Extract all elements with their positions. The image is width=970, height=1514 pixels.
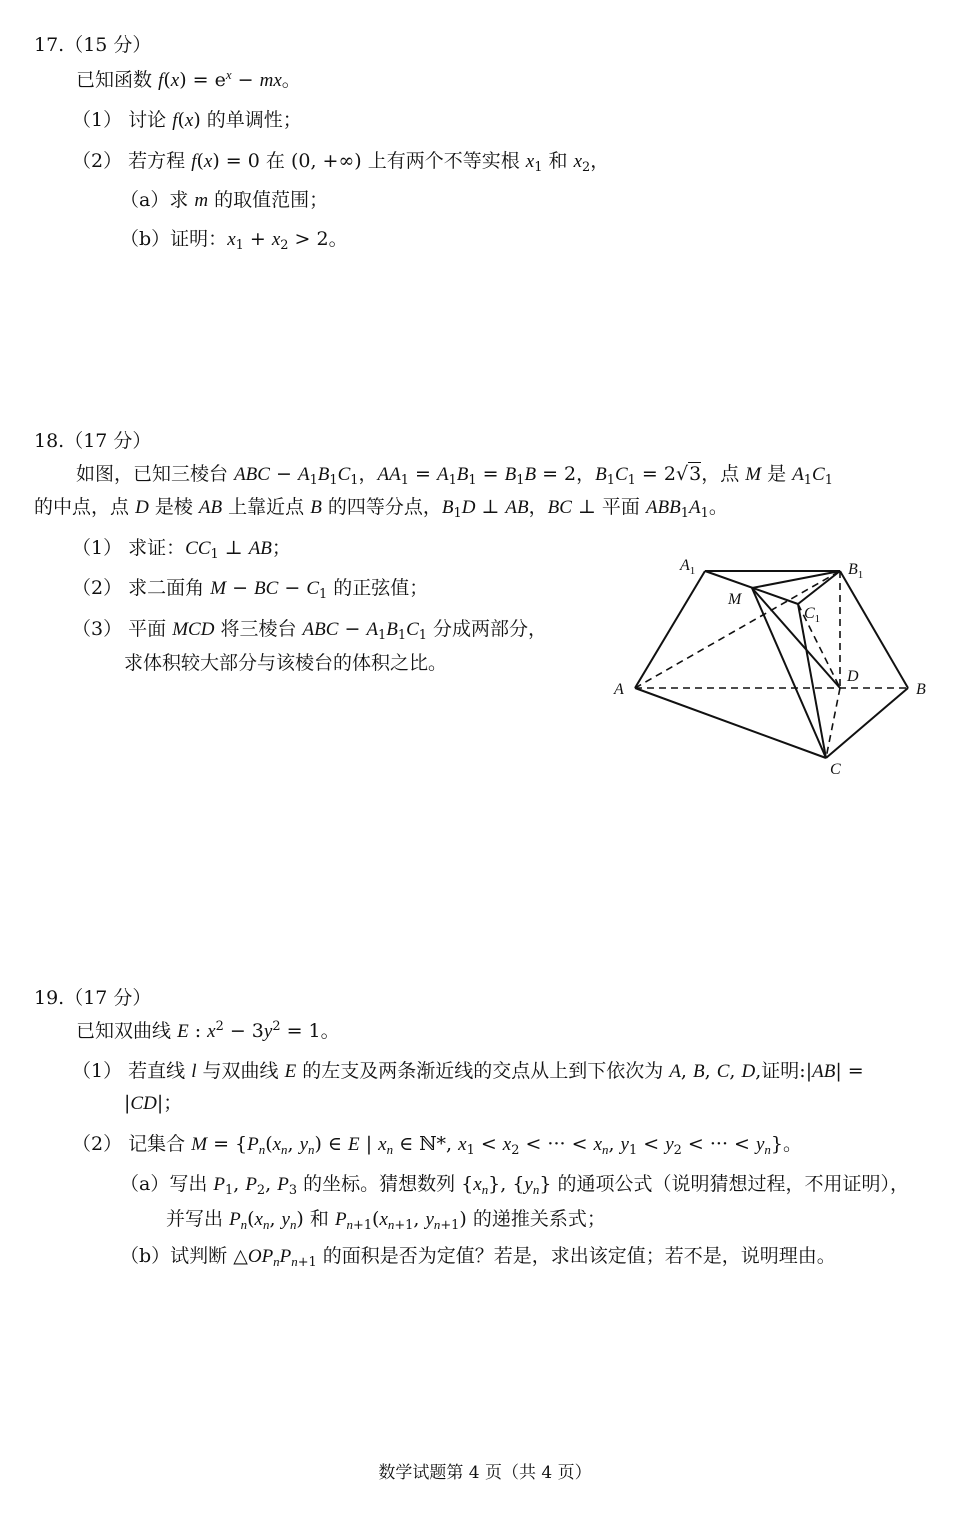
edge-A-C — [635, 688, 826, 758]
q18-stem-line1: 如图，已知三棱台 ABC − $A_1B_1C_1$，$AA_1 = A_1B_1 = B_1B = 2$，$B_1C_1 = 2√3$，点 M 是 $A_1C_1$ — [76, 463, 833, 488]
q18-part2: （2） 求二面角 M − BC − $C_1$ 的正弦值； — [72, 577, 429, 602]
q17-part2: （2） 若方程 f(x) = 0 在 (0, +∞) 上有两个不等实根 $x_1$ 和 $x_2$， — [72, 150, 610, 175]
q17-stem: 已知函数 $f(x) = e^x$ − mx。 — [76, 66, 301, 91]
q19-part2: （2） 记集合 $M = \{P_n(x_n$, $y_n$) ∈ E | $x_n$ ∈ ℕ*, $x_1 < x_2$ < ··· < $x_n$, $y_1 < y_2$ < ··· < $y_n$}。 — [72, 1133, 802, 1158]
q19-stem: 已知双曲线 E : $x^2 - 3y^2 = 1$。 — [76, 1018, 340, 1042]
q18-header: 18.（17 分） — [34, 430, 152, 452]
line-M-B1 — [752, 571, 840, 588]
q18-stem-line2: 的中点，点 D 是棱 AB 上靠近点 B 的四等分点，$B_1D$ ⊥ AB，BC ⊥ 平面 $ABB_1A_1$。 — [34, 496, 728, 521]
label-M: M — [728, 591, 742, 608]
label-B1: $B_1$ — [848, 561, 864, 581]
edge-B-C — [826, 688, 908, 758]
q18-part3: （3） 平面 MCD 将三棱台 ABC − $A_1B_1C_1$ 分成两部分， — [72, 618, 548, 643]
frustum-figure — [600, 548, 940, 788]
q17-part1: （1） 讨论 f(x) 的单调性； — [72, 109, 302, 131]
q19-part2a: （a）写出 $P_1$, $P_2$, $P_3$ 的坐标。猜想数列 $\{x_n\}$, $\{y_n\}$ 的通项公式（说明猜想过程，不用证明）， — [120, 1173, 909, 1198]
label-A: A — [614, 681, 624, 698]
label-C: C — [830, 761, 841, 778]
q19-header: 19.（17 分） — [34, 987, 152, 1009]
q19-part1-line2: |CD|； — [124, 1092, 183, 1114]
label-D: D — [847, 668, 859, 685]
edge-C1-C — [798, 604, 826, 758]
label-C1: $C_1$ — [804, 605, 821, 625]
label-B: B — [916, 681, 926, 698]
edge-A1-C1 — [705, 571, 798, 604]
q17-part2a: （a）求 m 的取值范围； — [120, 189, 329, 211]
edge-A-A1 — [635, 571, 705, 688]
q19-part2a-line2: 并写出 $P_n(x_n$, $y_n$) 和 $P_{n+1}(x_{n+1}$, $y_{n+1}$) 的递推关系式； — [166, 1208, 606, 1233]
q17-header: 17.（15 分） — [34, 34, 152, 56]
q19-part2b: （b）试判断 $\triangle OP_nP_{n+1}$ 的面积是否为定值？若是，求出该定值；若不是，说明理由。 — [120, 1245, 836, 1270]
q18-part1: （1） 求证：$CC_1$ ⊥ AB； — [72, 537, 291, 562]
q18-part3-line2: 求体积较大部分与该棱台的体积之比。 — [124, 652, 448, 674]
label-A1: $A_1$ — [680, 557, 696, 577]
q19-part1: （1） 若直线 l 与双曲线 E 的左支及两条渐近线的交点从上到下依次为 A, B, C, D,证明:|AB| = — [72, 1060, 864, 1082]
page-footer: 数学试题第 4 页（共 4 页） — [378, 1463, 592, 1483]
q17-part2b: （b）证明：$x_1 + x_2 > 2$。 — [120, 228, 348, 253]
